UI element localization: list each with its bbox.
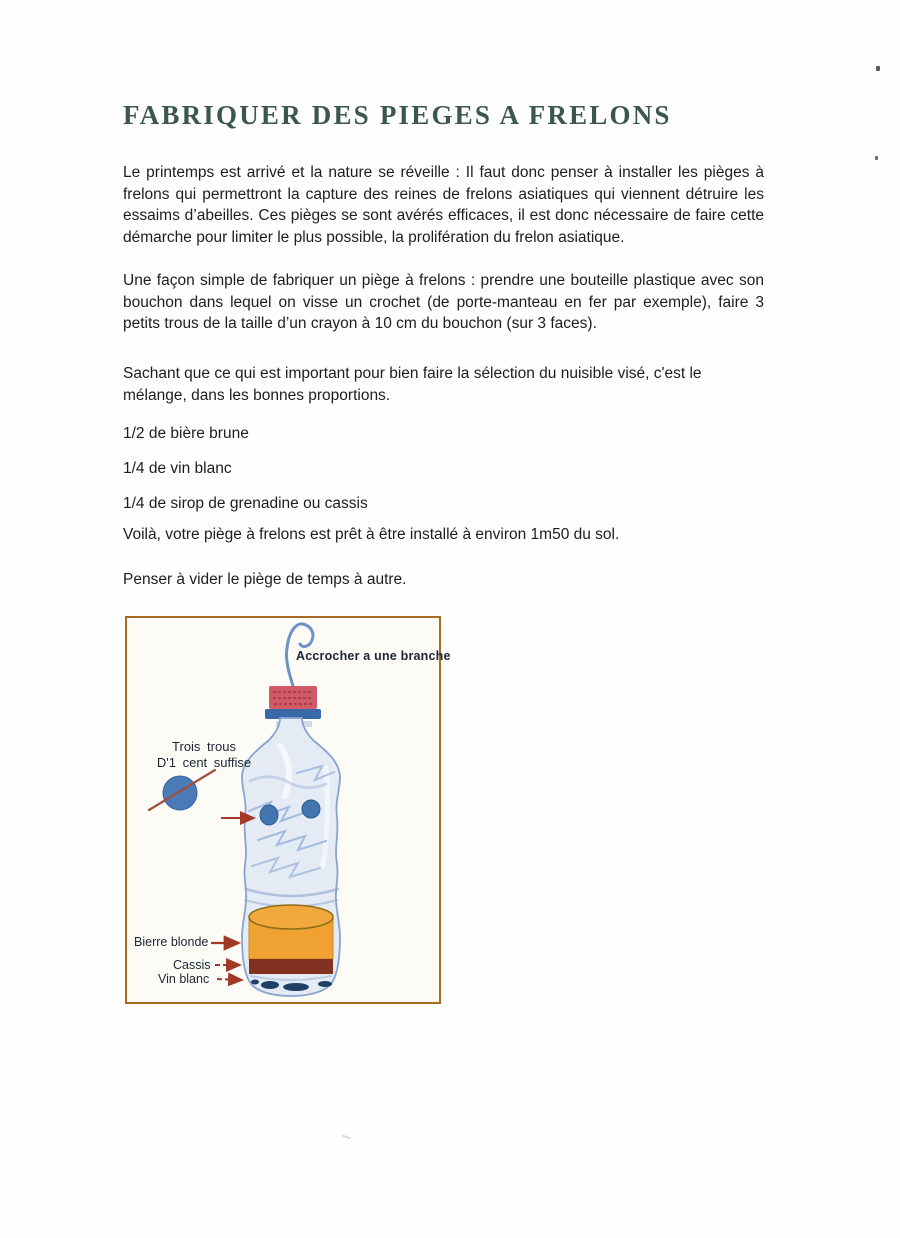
recipe-line-syrup: 1/4 de sirop de grenadine ou cassis: [123, 495, 368, 512]
closing-line-empty: Penser à vider le piège de temps à autre.: [123, 571, 407, 588]
blonde-beer-label: Bierre blonde: [134, 935, 209, 949]
wine-arrow: [217, 979, 242, 980]
scan-speck: [875, 156, 878, 160]
three-holes-label-line1: Trois trous: [172, 739, 236, 754]
trap-hole-icon: [260, 805, 278, 825]
page-title: FABRIQUER DES PIEGES A FRELONS: [123, 100, 672, 130]
paragraph-method: Une façon simple de fabriquer un piège à frelons : prendre une bouteille plastique avec son bouchon dans lequel on visse un crochet (de porte-manteau en fer par exemple), faire 3 petits trous de la taille d’un crayon à 10 cm du bouchon (sur 3 faces).: [123, 272, 764, 332]
cassis-layer: [249, 959, 333, 974]
coin-icon: [163, 776, 197, 810]
recipe-line-beer: 1/2 de bière brune: [123, 425, 249, 442]
white-wine-label: Vin blanc: [158, 972, 210, 986]
cassis-label: Cassis: [173, 958, 211, 972]
three-holes-label: [141, 739, 267, 771]
closing-line-install: Voilà, votre piège à frelons est prêt à être installé à environ 1m50 du sol.: [123, 526, 620, 543]
hang-on-branch-label: Accrocher a une branche: [296, 649, 451, 663]
three-holes-label-line2: D'1 cent suffise: [156, 755, 252, 770]
scan-speck: [876, 66, 880, 71]
scan-speck: [342, 1135, 351, 1140]
hornet-trap-figure: [125, 616, 451, 1004]
paragraph-mixture: Sachant que ce qui est important pour bien faire la sélection du nuisible visé, c'est le mélange, dans les bonnes proportions.: [123, 365, 702, 404]
paragraph-intro: Le printemps est arrivé et la nature se réveille : Il faut donc penser à installer les pièges à frelons qui permettront la capture des reines de frelons asiatiques qui viennent détruire les essaims d’abeilles. Ces pièges se sont avérés efficaces, il est donc nécessaire de faire cette démarche pour limiter le plus possible, la prolifération du frelon asiatique.: [123, 164, 764, 246]
beer-surface: [249, 905, 333, 929]
recipe-line-wine: 1/4 de vin blanc: [123, 460, 232, 477]
trap-hole-icon: [302, 800, 320, 818]
